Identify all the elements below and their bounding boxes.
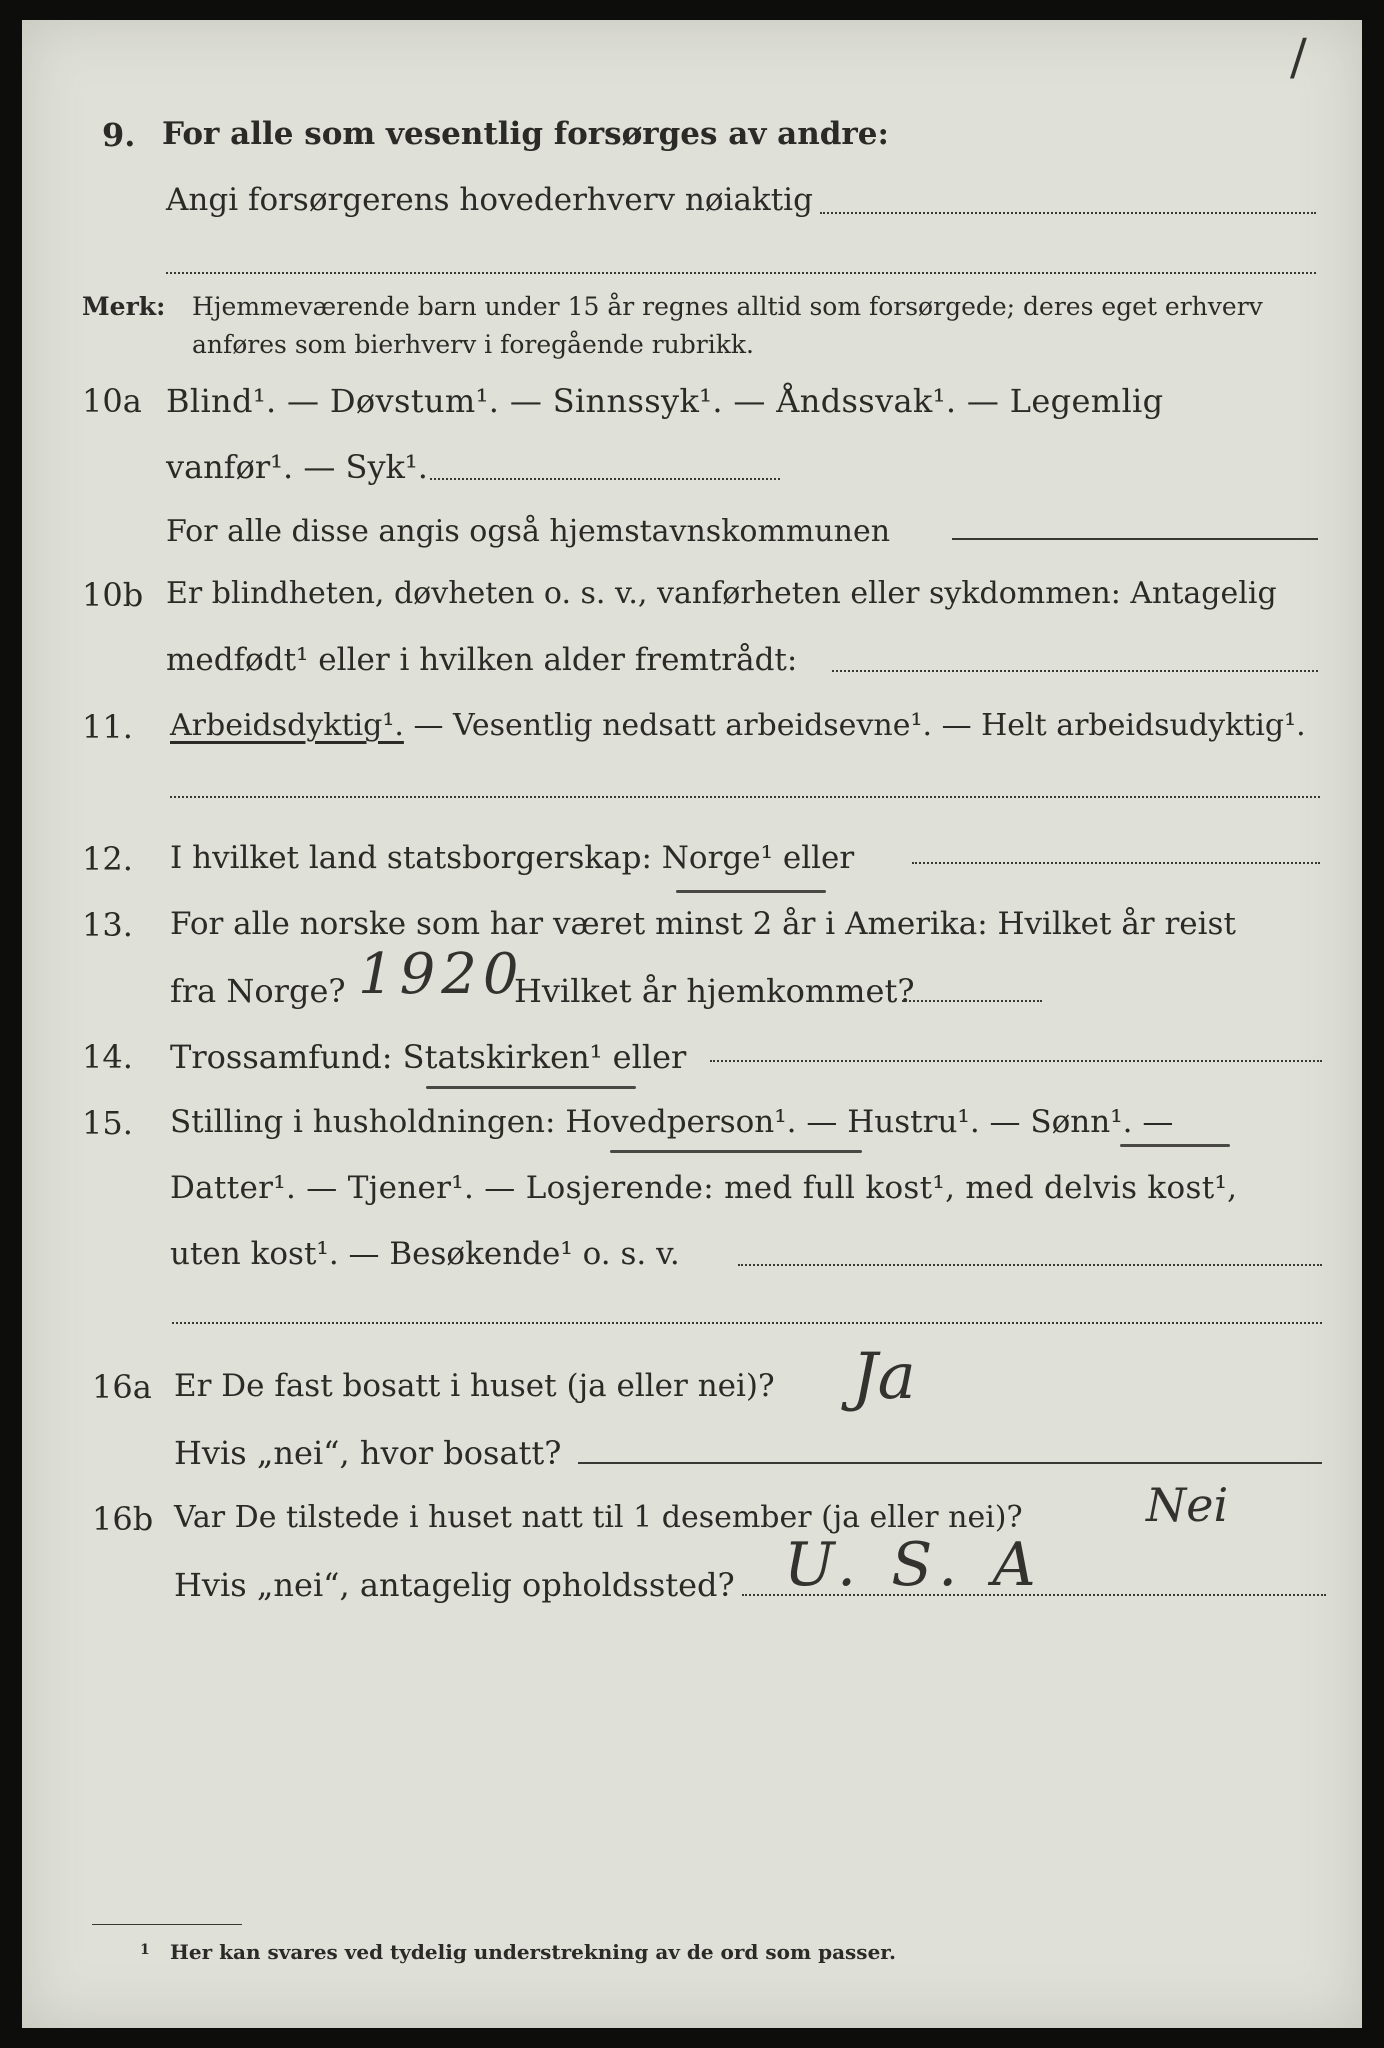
q12-answer-line xyxy=(912,862,1320,864)
q10a-line2: vanfør¹. — Syk¹. xyxy=(166,448,428,486)
q10a-line1: Blind¹. — Døvstum¹. — Sinnssyk¹. — Åndssvak¹. — Legemlig xyxy=(166,382,1164,420)
q10b-answer-line xyxy=(832,670,1318,672)
q12-norway-underline xyxy=(676,890,826,893)
q10a-municipality-line xyxy=(952,538,1318,540)
q15-option-wife: — Hustru¹. — xyxy=(796,1104,1031,1140)
corner-mark: / xyxy=(1290,28,1307,86)
q16b-line2: Hvis „nei“, antagelig opholdssted? xyxy=(174,1566,735,1604)
q15-answer-line xyxy=(738,1264,1322,1266)
q15-answer-line-2 xyxy=(172,1322,1322,1324)
q16a-number: 16a xyxy=(92,1368,152,1406)
q12-option-norway: Norge¹ xyxy=(661,840,774,876)
q12-line1 xyxy=(170,840,854,876)
q15-son-underline xyxy=(1120,1144,1230,1147)
q16b-answer-location: U. S. A xyxy=(784,1530,1044,1600)
q9-answer-line-2 xyxy=(166,272,1316,274)
q11-line1 xyxy=(170,708,1306,743)
footnote-mark: 1 xyxy=(140,1942,150,1958)
q10a-number: 10a xyxy=(82,382,142,420)
q10b-number: 10b xyxy=(82,576,144,614)
q9-main-occupation-label: Angi forsørgerens hovederhverv nøiaktig xyxy=(166,182,813,218)
q16a-line2: Hvis „nei“, hvor bosatt? xyxy=(174,1434,562,1472)
q11-option-rest: — Vesentlig nedsatt arbeidsevne¹. — Helt arbeidsudyktig¹. xyxy=(403,708,1306,743)
q14-option-other: eller xyxy=(602,1038,687,1076)
q14-option-state-church: Statskirken¹ xyxy=(402,1038,603,1076)
q16a-line1: Er De fast bosatt i huset (ja eller nei)? xyxy=(174,1368,775,1404)
q11-option-able: Arbeidsdyktig¹. xyxy=(170,708,404,743)
q10a-sick-answer-line xyxy=(430,478,780,480)
q13-answer-year: 1920 xyxy=(358,942,525,1007)
q15-label: Stilling i husholdningen: xyxy=(170,1104,566,1140)
q13-line2b: Hvilket år hjemkommet? xyxy=(514,972,915,1010)
q10b-line2: medfødt¹ eller i hvilken alder fremtrådt: xyxy=(166,642,798,678)
q9-number: 9. xyxy=(102,116,136,154)
q14-answer-line xyxy=(710,1060,1322,1062)
q15-head-underline xyxy=(610,1150,862,1153)
q16a-answer-line xyxy=(578,1462,1322,1464)
footnote-rule xyxy=(92,1924,242,1925)
q15-line3: uten kost¹. — Besøkende¹ o. s. v. xyxy=(170,1236,680,1272)
q13-line1: For alle norske som har været minst 2 år i Amerika: Hvilket år reist xyxy=(170,906,1236,942)
merk-note-line2: anføres som bierhverv i foregående rubrikk. xyxy=(192,330,754,359)
q15-number: 15. xyxy=(82,1104,133,1142)
q11-answer-line xyxy=(170,796,1320,798)
census-form-page xyxy=(22,20,1362,2028)
q12-number: 12. xyxy=(82,840,133,878)
q15-option-head: Hovedperson¹. xyxy=(565,1104,797,1140)
q9-title: For alle som vesentlig forsørges av andre: xyxy=(162,116,889,152)
q16a-answer: Ja xyxy=(852,1340,916,1414)
q13-number: 13. xyxy=(82,906,133,944)
q15-line1 xyxy=(170,1104,1173,1140)
q15-option-son: Sønn¹. xyxy=(1030,1104,1133,1140)
q12-option-other: eller xyxy=(773,840,855,876)
q10a-line3: For alle disse angis også hjemstavnskommunen xyxy=(166,514,891,549)
q15-dash: — xyxy=(1132,1104,1174,1140)
q16b-answer-line xyxy=(742,1594,1326,1596)
merk-note-line1: Hjemmeværende barn under 15 år regnes alltid som forsørgede; deres eget erhverv xyxy=(192,292,1263,321)
q10b-line1: Er blindheten, døvheten o. s. v., vanførheten eller sykdommen: Antagelig xyxy=(166,576,1277,611)
q16b-number: 16b xyxy=(92,1500,154,1538)
footnote-text: Her kan svares ved tydelig understrekning av de ord som passer. xyxy=(170,1940,896,1964)
q9-answer-line xyxy=(820,212,1316,214)
q14-label: Trossamfund: xyxy=(170,1038,403,1076)
q13-return-answer-line xyxy=(902,1000,1042,1002)
q14-number: 14. xyxy=(82,1038,133,1076)
q16b-answer-present: Nei xyxy=(1146,1478,1229,1532)
q15-line2: Datter¹. — Tjener¹. — Losjerende: med full kost¹, med delvis kost¹, xyxy=(170,1170,1238,1206)
merk-label: Merk: xyxy=(82,292,166,321)
q11-number: 11. xyxy=(82,708,133,746)
q14-state-church-underline xyxy=(426,1086,636,1089)
q14-line1 xyxy=(170,1038,686,1076)
q13-line2a: fra Norge? xyxy=(170,972,346,1010)
q16b-line1: Var De tilstede i huset natt til 1 desember (ja eller nei)? xyxy=(174,1500,1023,1535)
q12-label: I hvilket land statsborgerskap: xyxy=(170,840,662,876)
